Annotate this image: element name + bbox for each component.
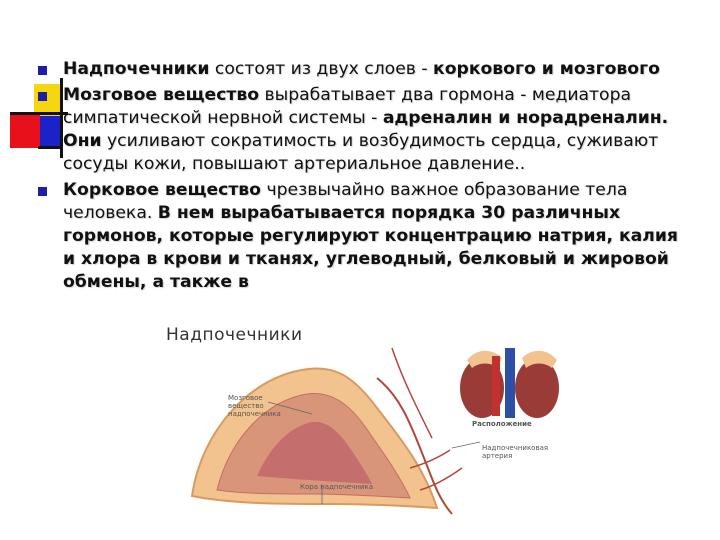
bullet-marker: [38, 92, 47, 101]
bullet-marker: [38, 66, 47, 75]
decor-red-block: [10, 114, 40, 148]
label-medulla: Мозговое вещество надпочечника: [228, 394, 281, 418]
bullet-list: [38, 58, 688, 297]
bullet-item-2: Мозговое вещество вырабатывает два гормона - медиатора симпатической нервной системы - адреналин и норадреналин. Они усиливают сократимость и возбудимость сердца, суживают сосуды кожи, повышают артериальное давление..: [38, 84, 688, 176]
label-cortex: Кора надпочечника: [300, 483, 373, 491]
bullet-marker: [38, 187, 47, 196]
bullet-item-1: Надпочечники состоят из двух слоев - коркового и мозгового: [38, 58, 688, 81]
bullet-item-3: Корковое вещество чрезвычайно важное образование тела человека. В нем вырабатывается порядка 30 различных гормонов, которые регулируют концентрацию натрия, калия и хлора в крови и тканях, углеводный, белковый и жировой обмены, а также в: [38, 179, 688, 294]
label-artery: Надпочечниковая артерия: [482, 444, 549, 460]
figure-title: Надпочечники: [166, 325, 303, 345]
label-location: Расположение: [472, 420, 532, 428]
